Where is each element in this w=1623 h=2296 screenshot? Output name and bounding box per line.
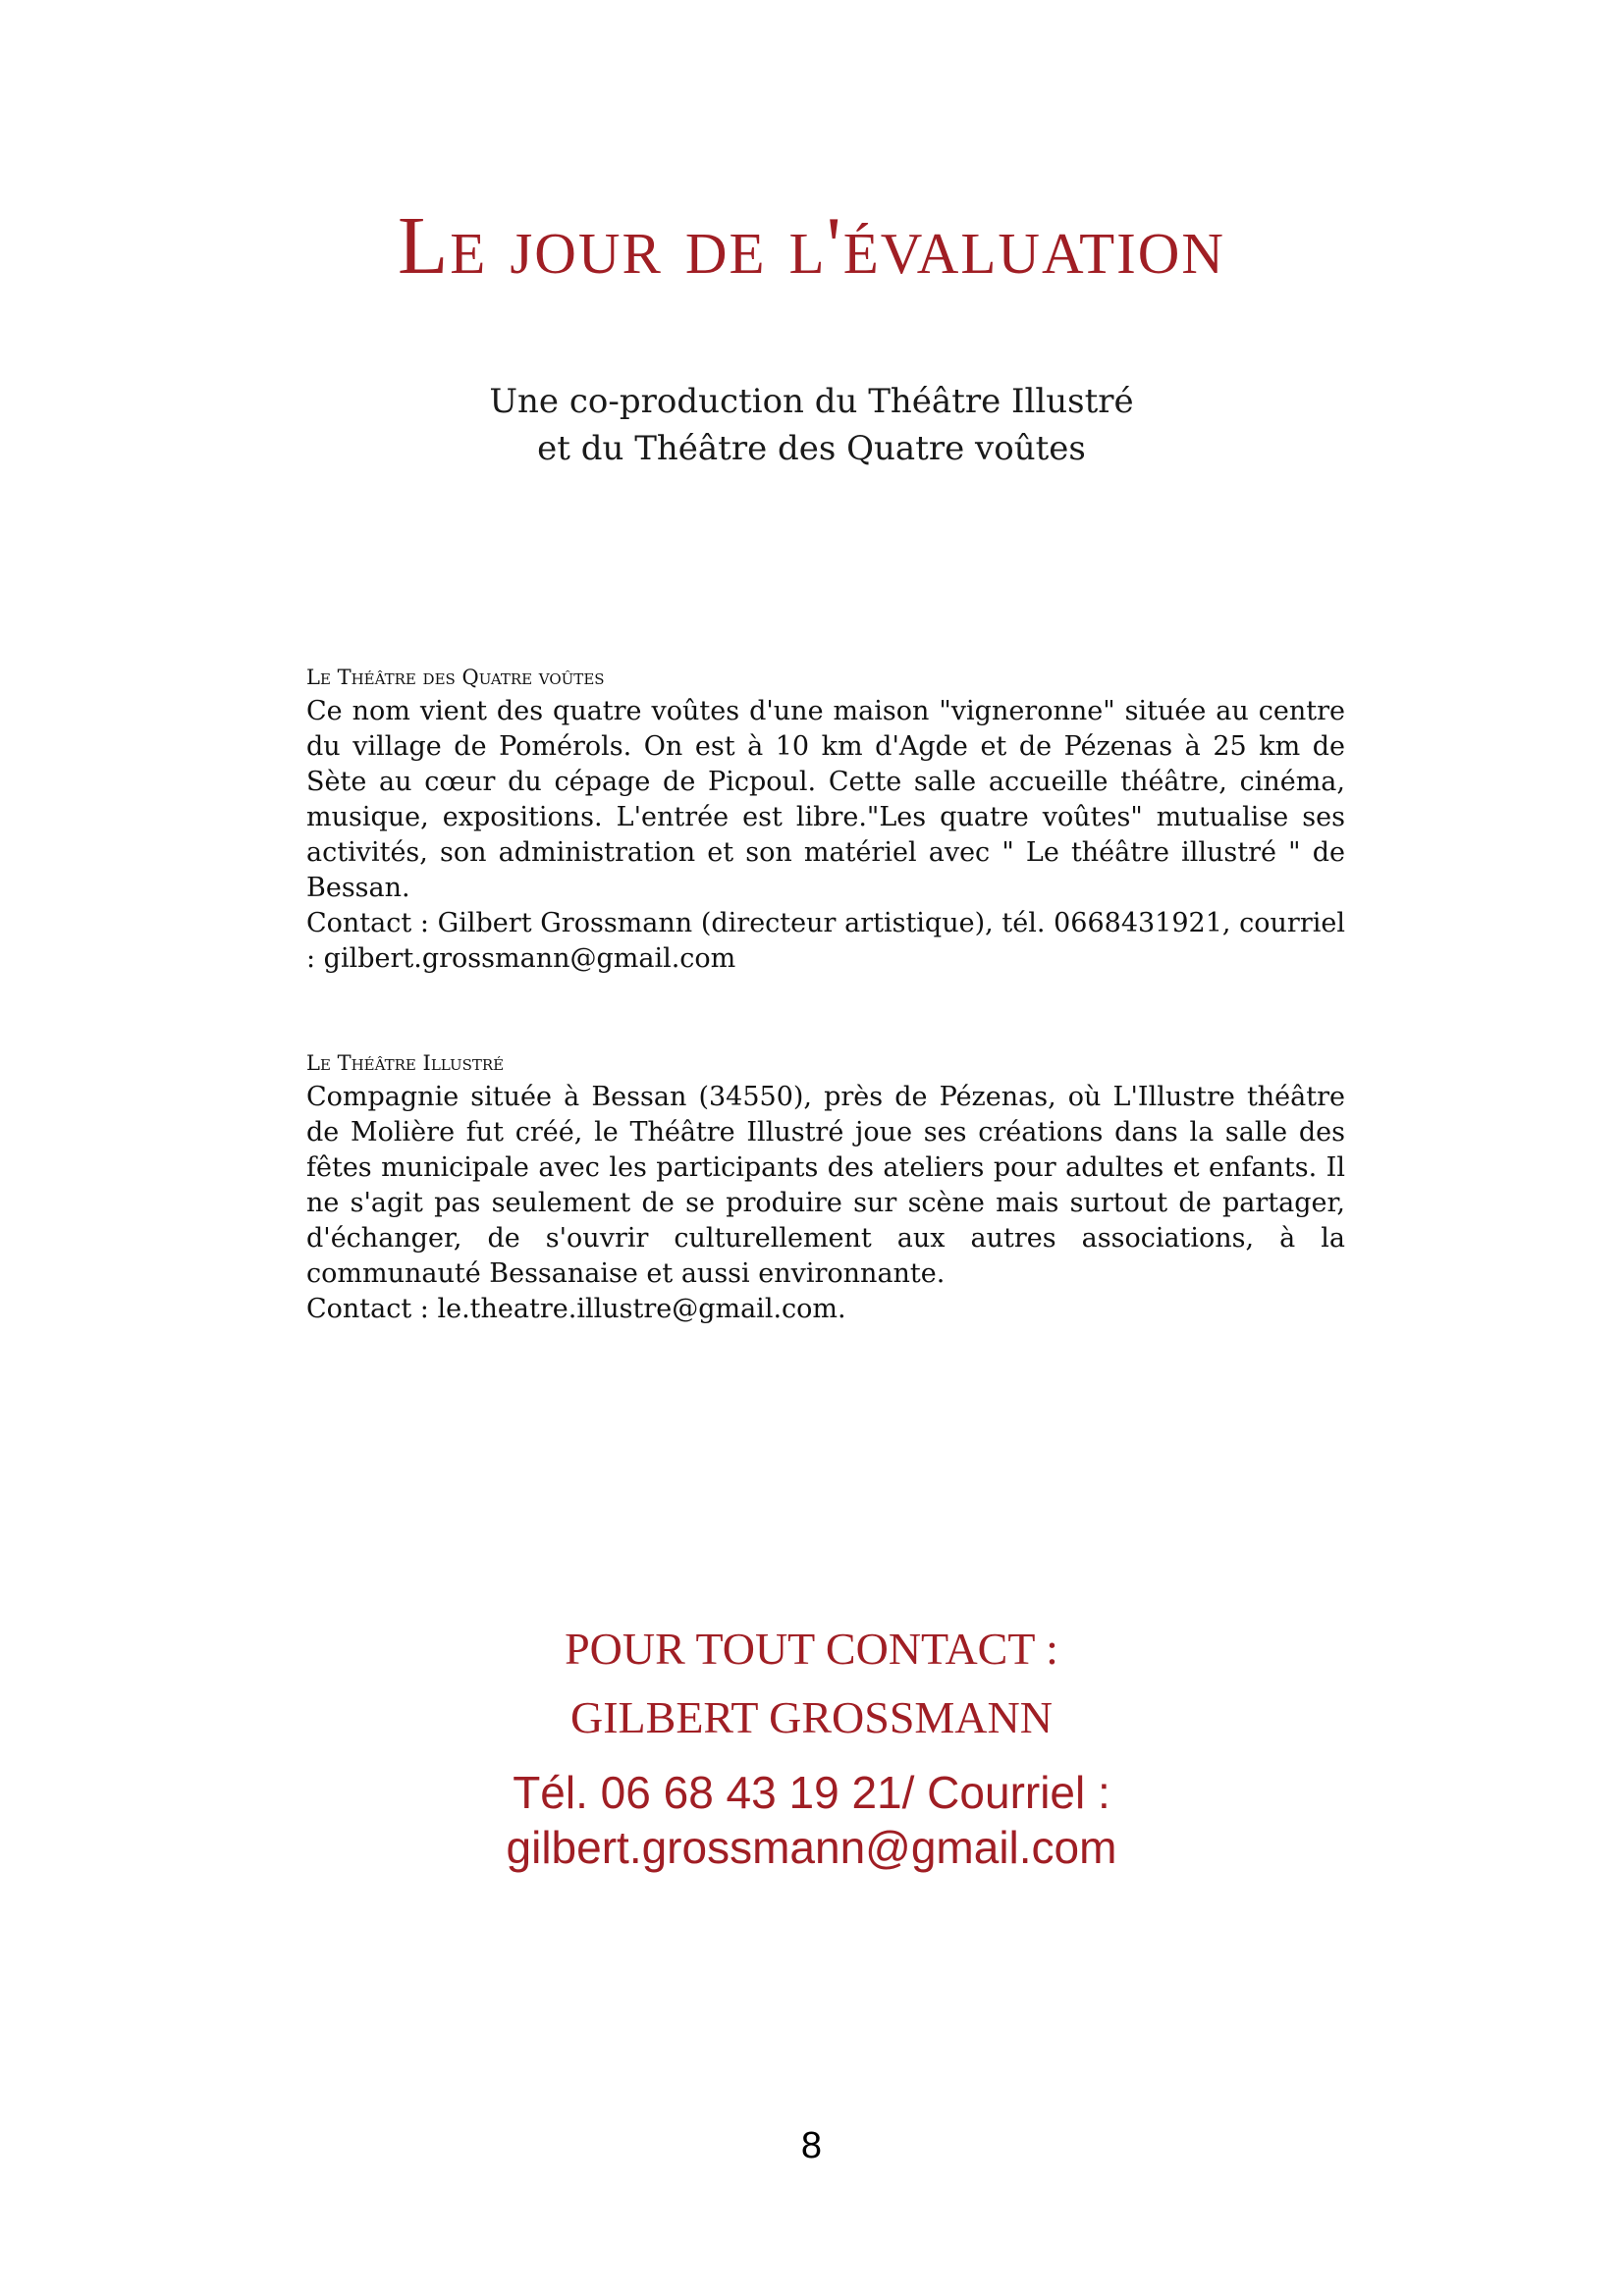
- page-title: Le jour de l'évaluation: [398, 200, 1225, 292]
- section-heading: Le Théâtre des Quatre voûtes: [306, 666, 605, 689]
- section-body: Compagnie située à Bessan (34550), près de Pézenas, où L'Illustre théâtre de Molière fut créé, le Théâtre Illustré joue ses créations dans la salle des fêtes municipale avec les participants des ateliers pour adultes et enfants. Il ne s'agit pas seulement de se produire sur scène mais surtout de partager, d'échanger, de s'ouvrir culturellement aux autres associations, à la communauté Bessanaise et aussi environnante.: [306, 1082, 1345, 1289]
- contact-heading: POUR TOUT CONTACT :: [565, 1624, 1058, 1674]
- section-theatre-illustre: [306, 1048, 1345, 1327]
- contact-email: gilbert.grossmann@gmail.com: [506, 1822, 1117, 1873]
- contact-name: GILBERT GROSSMANN: [570, 1692, 1053, 1742]
- contact-phone-line: Tél. 06 68 43 19 21/ Courriel :: [513, 1767, 1110, 1818]
- section-body: Ce nom vient des quatre voûtes d'une maison "vigneronne" située au centre du village de Pomérols. On est à 10 km d'Agde et de Pézenas à 25 km de Sète au cœur du cépage de Picpoul. Cette salle accueille théâtre, cinéma, musique, expositions. L'entrée est libre."Les quatre voûtes" mutualise ses activités, son administration et son matériel avec " Le théâtre illustré " de Bessan.: [306, 696, 1345, 903]
- section-quatre-voutes: [306, 663, 1345, 977]
- subtitle-line-2: et du Théâtre des Quatre voûtes: [537, 429, 1086, 468]
- section-heading: Le Théâtre Illustré: [306, 1051, 505, 1075]
- section-contact: Contact : le.theatre.illustre@gmail.com.: [306, 1294, 846, 1324]
- section-contact: Contact : Gilbert Grossmann (directeur artistique), tél. 0668431921, courriel : gilbert.grossmann@gmail.com: [306, 908, 1345, 974]
- subtitle-line-1: Une co-production du Théâtre Illustré: [489, 382, 1134, 421]
- subtitle: [0, 378, 1623, 472]
- page-number: 8: [800, 2125, 823, 2166]
- contact-block: [0, 1620, 1623, 1875]
